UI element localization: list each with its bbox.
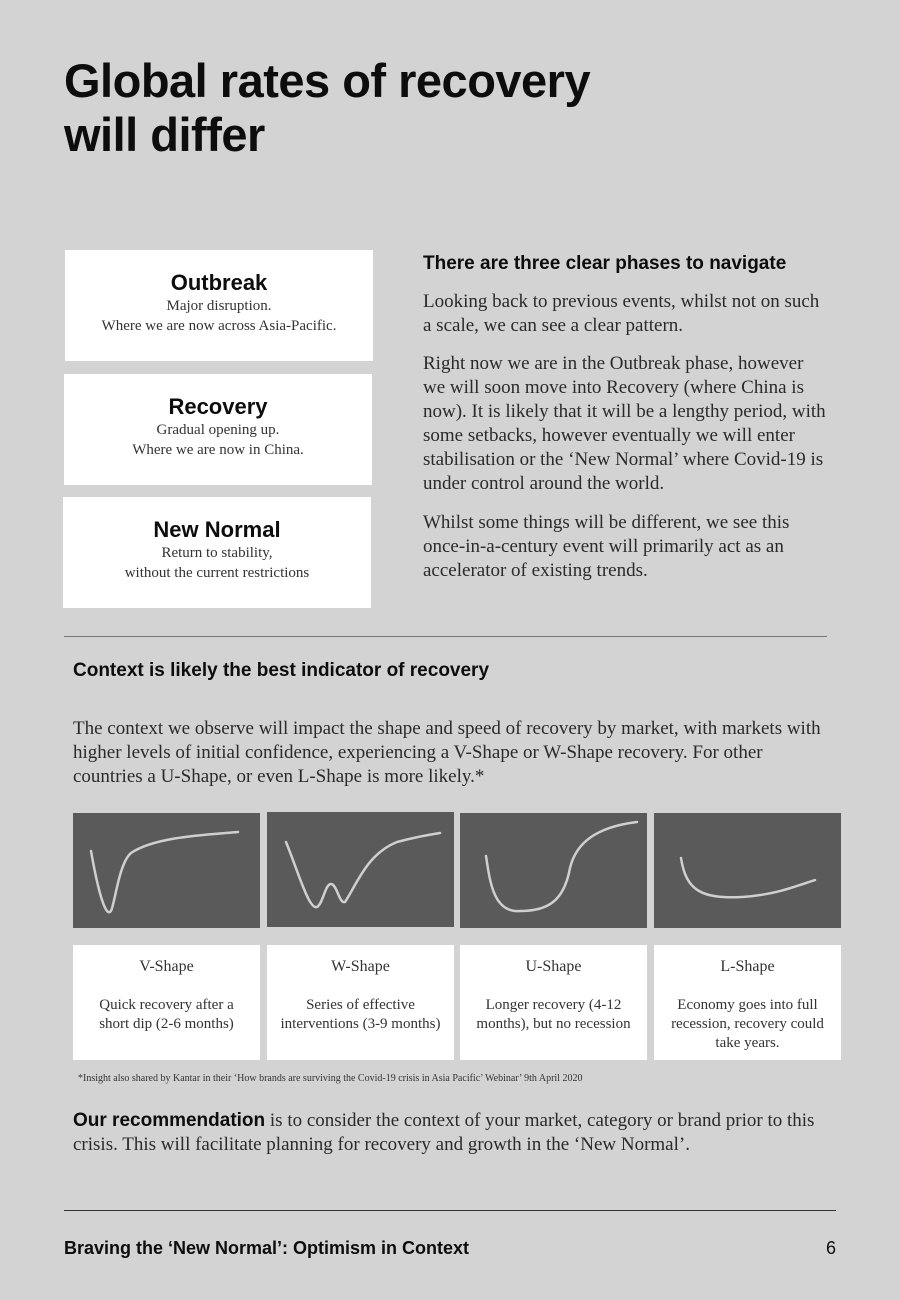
phase-line: Where we are now in China. xyxy=(132,442,304,458)
l-shape-tile xyxy=(654,813,841,928)
w-shape-label-box xyxy=(267,945,454,1060)
shape-description: Economy goes into full recession, recovery could take years. xyxy=(671,997,824,1051)
recommendation-paragraph xyxy=(73,1109,843,1157)
phase-card-outbreak xyxy=(65,250,373,361)
phases-text-column xyxy=(423,252,828,583)
shape-name: L-Shape xyxy=(720,958,775,975)
phases-heading: There are three clear phases to navigate xyxy=(423,253,787,274)
phase-line: without the current restrictions xyxy=(124,565,310,581)
u-shape-curve-icon xyxy=(460,813,647,928)
footnote: *Insight also shared by Kantar in their ‘How brands are surviving the Covid-19 crisis in Asia Pacific’ Webinar’ 9th April 2020 xyxy=(78,1073,583,1084)
shape-name: U-Shape xyxy=(525,958,582,975)
recommendation-lead: Our recommendation xyxy=(73,1110,266,1131)
phase-line: Return to stability, xyxy=(161,545,273,561)
w-shape-tile xyxy=(267,812,454,927)
page-title-line-2: will differ xyxy=(64,108,265,161)
phase-line: Where we are now across Asia-Pacific. xyxy=(101,318,337,334)
page-title xyxy=(64,54,704,162)
v-shape-curve-icon xyxy=(73,813,260,928)
shape-name: V-Shape xyxy=(139,958,194,975)
phases-paragraph: Right now we are in the Outbreak phase, however we will soon move into Recovery (where China is now). It is likely that it will be a lengthy period, with some setbacks, however eventually we will enter stabilisation or the ‘New Normal’ where Covid-19 is under control around the world. xyxy=(423,353,826,494)
phase-line: Gradual opening up. xyxy=(156,422,280,438)
shape-description: Series of effective interventions (3-9 months) xyxy=(280,997,441,1032)
w-shape-curve-icon xyxy=(267,812,454,927)
l-shape-curve-icon xyxy=(654,813,841,928)
section-divider xyxy=(64,636,827,637)
v-shape-tile xyxy=(73,813,260,928)
context-heading: Context is likely the best indicator of recovery xyxy=(73,660,490,681)
page-number: 6 xyxy=(825,1238,836,1258)
shape-name: W-Shape xyxy=(331,958,390,975)
u-shape-tile xyxy=(460,813,647,928)
recommendation-text: is to consider the context of your market, category or brand prior to this crisis. This will facilitate planning for recovery and growth in the ‘New Normal’. xyxy=(73,1110,815,1155)
phases-paragraph: Looking back to previous events, whilst not on such a scale, we can see a clear pattern. xyxy=(423,291,820,336)
footer-title: Braving the ‘New Normal’: Optimism in Context xyxy=(64,1238,470,1258)
phase-card-new-normal xyxy=(63,497,371,608)
u-shape-label-box xyxy=(460,945,647,1060)
shape-description: Quick recovery after a short dip (2-6 months) xyxy=(99,997,234,1032)
v-shape-label-box xyxy=(73,945,260,1060)
shape-description: Longer recovery (4-12 months), but no recession xyxy=(476,997,631,1032)
phase-name: Recovery xyxy=(168,394,268,419)
phase-card-recovery xyxy=(64,374,372,485)
phase-name: Outbreak xyxy=(170,270,268,295)
footer-divider xyxy=(64,1210,836,1211)
page-title-line-1: Global rates of recovery xyxy=(64,54,591,107)
phase-name: New Normal xyxy=(153,517,281,542)
context-paragraph: The context we observe will impact the shape and speed of recovery by market, with markets with higher levels of initial confidence, experiencing a V-Shape or W-Shape recovery. For other countries a U-Shape, or even L-Shape is more likely.* xyxy=(73,718,821,787)
phases-paragraph: Whilst some things will be different, we see this once-in-a-century event will primarily act as an accelerator of existing trends. xyxy=(423,512,790,581)
phase-line: Major disruption. xyxy=(166,298,272,314)
l-shape-label-box xyxy=(654,945,841,1060)
